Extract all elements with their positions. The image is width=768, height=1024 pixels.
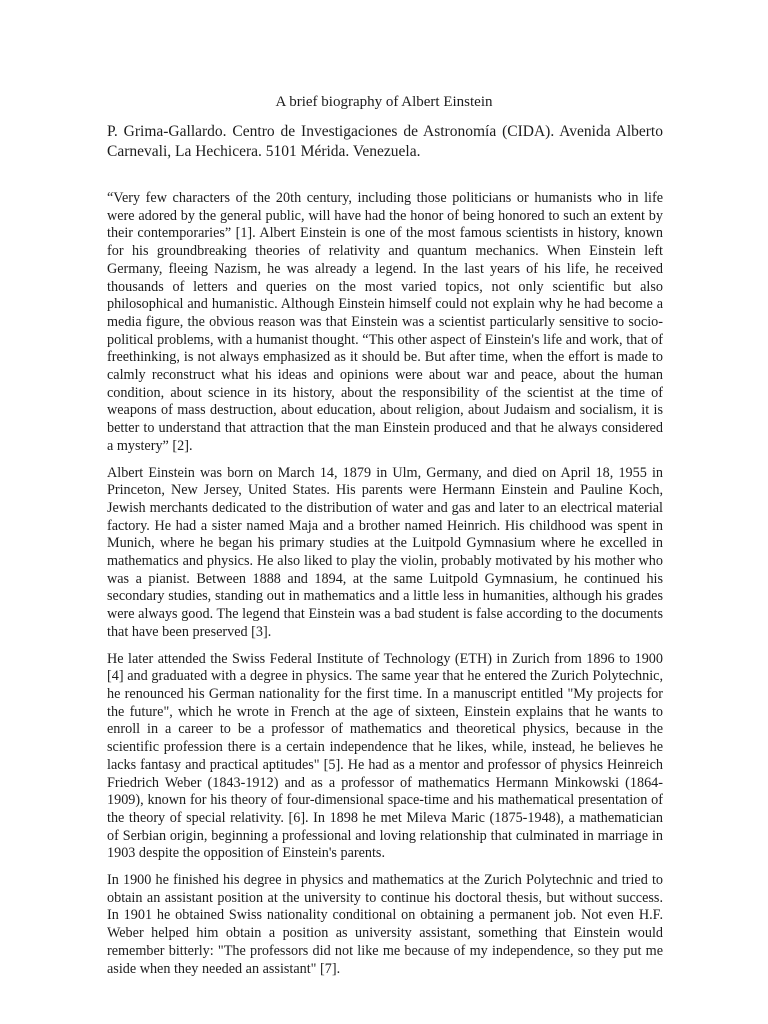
paragraph-intro: “Very few characters of the 20th century, including those politicians or humanists who in life were adored by the general public, will have had the honor of being honored to such an extent by their contemporaries” [1]. Albert Einstein is one of the most famous scientists in history, known for his groundbreaking theories of relativity and quantum mechanics. When Einstein left Germany, fleeing Nazism, he was already a legend. In the last years of his life, he received thousands of letters and queries on the most varied topics, not only scientific but also philosophical and humanistic. Although Einstein himself could not explain why he had become a media figure, the obvious reason was that Einstein was a scientist particularly sensitive to socio-political problems, with a humanist thought. “This other aspect of Einstein's life and work, that of freethinking, is not always emphasized as it should be. But after time, when the effort is made to calmly reconstruct what his ideas and opinions were about war and peace, about the human condition, about science in its history, about the responsibility of the scientist at the time of weapons of mass destruction, about education, about religion, about Judaism and socialism, it is better to understand that attraction that the man Einstein produced and that he always considered a mystery” [2]. bbox=[107, 190, 663, 454]
paragraph-eth-zurich: He later attended the Swiss Federal Institute of Technology (ETH) in Zurich from 1896 to 1900 [4] and graduated with a degree in physics. The same year that he entered the Zurich Polytechnic, he renounced his German nationality for the first time. In a manuscript entitled "My projects for the future", which he wrote in French at the age of sixteen, Einstein explains that he wants to enroll in a career to be a professor of mathematics and theoretical physics, because in the scientific profession there is a certain independence that he likes, while, instead, he believes he lacks fantasy and practical aptitudes" [5]. He had as a mentor and professor of physics Heinreich Friedrich Weber (1843-1912) and as a professor of mathematics Hermann Minkowski (1864-1909), known for his theory of four-dimensional space-time and his mathematical presentation of the theory of special relativity. [6]. In 1898 he met Mileva Maric (1875-1948), a mathematician of Serbian origin, beginning a professional and loving relationship that culminated in marriage in 1903 despite the opposition of Einstein's parents. bbox=[107, 650, 663, 862]
author-affiliation: P. Grima-Gallardo. Centro de Investigaciones de Astronomía (CIDA). Avenida Alberto Carnevali, La Hechicera. 5101 Mérida. Venezuela. bbox=[107, 123, 663, 160]
paragraph-early-life: Albert Einstein was born on March 14, 1879 in Ulm, Germany, and died on April 18, 1955 in Princeton, New Jersey, United States. His parents were Hermann Einstein and Pauline Koch, Jewish merchants dedicated to the distribution of water and gas and later to an electrical material factory. He had a sister named Maja and a brother named Heinrich. His childhood was spent in Munich, where he began his primary studies at the Luitpold Gymnasium where he excelled in mathematics and physics. He also liked to play the violin, probably motivated by his mother who was a pianist. Between 1888 and 1894, at the same Luitpold Gymnasium, he continued his secondary studies, standing out in mathematics and a little less in humanities, although his grades were always good. The legend that Einstein was a bad student is false according to the documents that have been preserved [3]. bbox=[107, 464, 663, 640]
document-title: A brief biography of Albert Einstein bbox=[275, 94, 493, 110]
document-body bbox=[107, 190, 663, 987]
paragraph-after-graduation: In 1900 he finished his degree in physics and mathematics at the Zurich Polytechnic and tried to obtain an assistant position at the university to continue his doctoral thesis, but without success. In 1901 he obtained Swiss nationality conditional on obtaining a permanent job. Not even H.F. Weber helped him obtain a position as university assistant, something that Einstein would remember bitterly: "The professors did not like me because of my independence, so they put me aside when they needed an assistant" [7]. bbox=[107, 872, 663, 977]
